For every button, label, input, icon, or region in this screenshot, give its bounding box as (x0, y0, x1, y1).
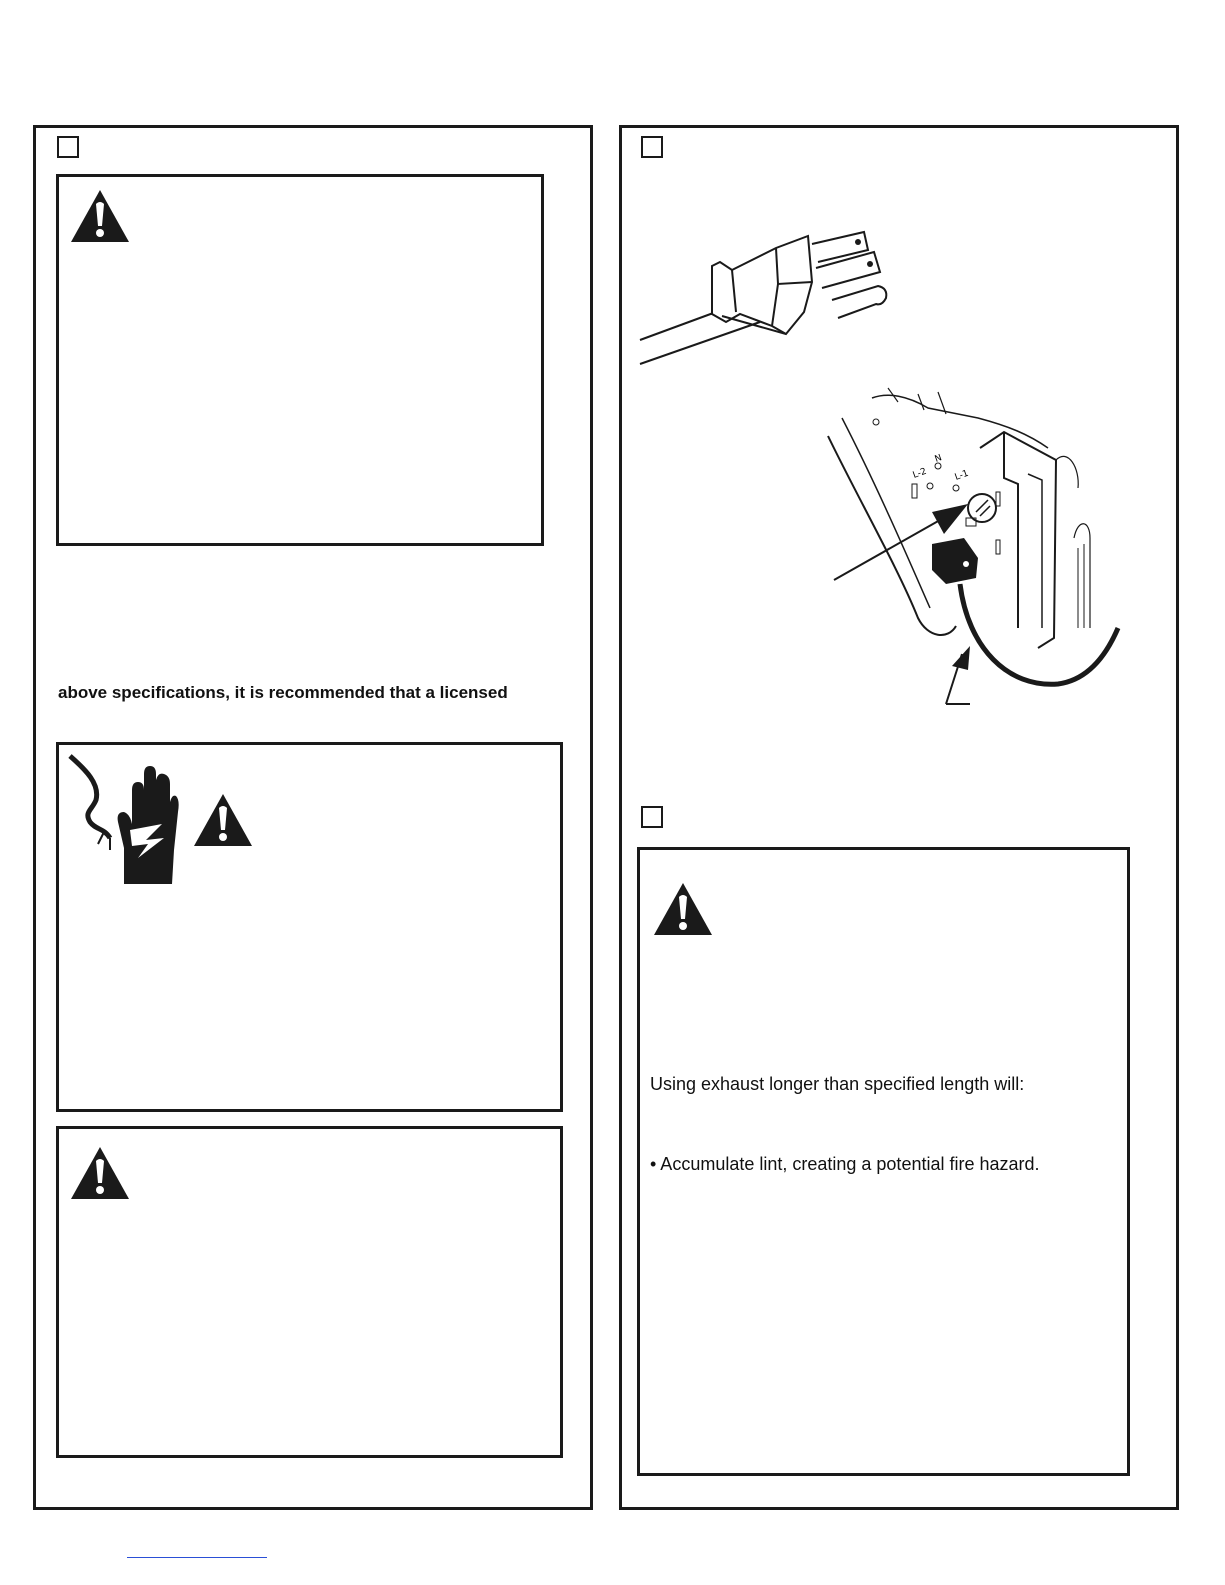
electrical-shock-hand-icon (66, 752, 178, 888)
left-step-checkbox (57, 136, 79, 158)
right-step-checkbox-top (641, 136, 663, 158)
warning-triangle-icon (69, 188, 131, 244)
specs-text: above specifications, it is recommended that a licensed (58, 683, 508, 702)
right-step-checkbox-bottom (641, 806, 663, 828)
warning-triangle-icon (652, 881, 714, 937)
dryer-back-terminal-illustration (828, 388, 1120, 710)
warning-box-bottom (56, 1126, 563, 1458)
svg-text:N: N (933, 453, 944, 465)
svg-text:L-2: L-2 (911, 466, 929, 481)
exhaust-warning-intro: Using exhaust longer than specified length will: (650, 1074, 1025, 1094)
svg-text:L-1: L-1 (953, 468, 971, 483)
footer-link-underline[interactable] (127, 1557, 267, 1558)
warning-triangle-icon (69, 1145, 131, 1201)
warning-triangle-icon (192, 792, 254, 848)
exhaust-warning-bullet: • Accumulate lint, creating a potential fire hazard. (650, 1154, 1040, 1174)
three-prong-plug-illustration (636, 222, 896, 368)
